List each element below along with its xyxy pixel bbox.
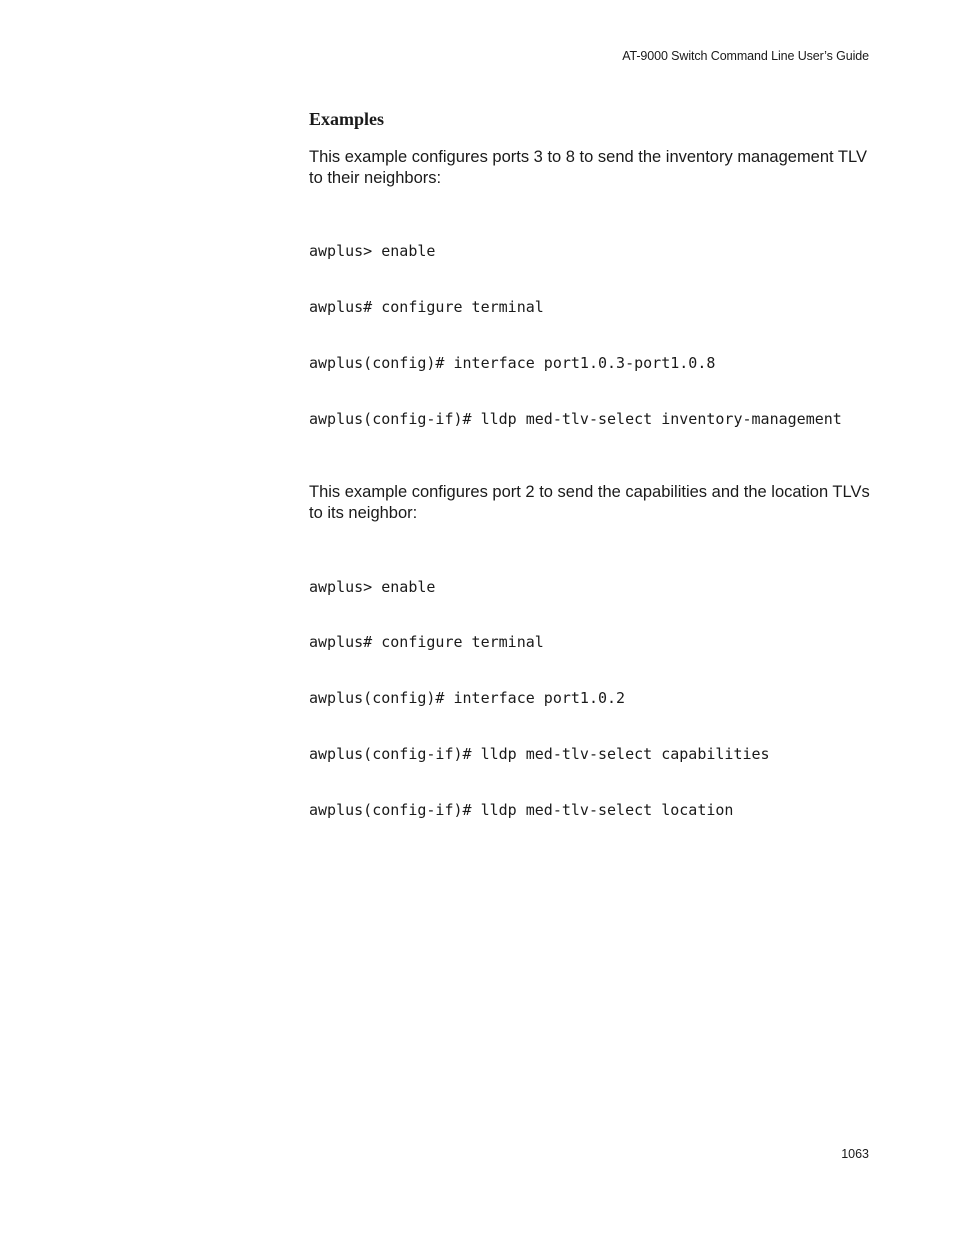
code-line: awplus(config-if)# lldp med-tlv-select location bbox=[309, 800, 734, 819]
page-content bbox=[309, 107, 879, 856]
example-2-code-block bbox=[309, 540, 879, 856]
code-line: awplus# configure terminal bbox=[309, 633, 544, 652]
code-line: awplus(config-if)# lldp med-tlv-select capabilities bbox=[309, 744, 770, 763]
code-line: awplus(config)# interface port1.0.2 bbox=[309, 689, 626, 708]
section-heading: Examples bbox=[309, 109, 385, 129]
page-number: 1063 bbox=[841, 1147, 869, 1161]
code-line: awplus(config)# interface port1.0.3-port1.0.8 bbox=[309, 353, 716, 372]
code-line: awplus(config-if)# lldp med-tlv-select inventory-management bbox=[309, 409, 842, 428]
code-line: awplus# configure terminal bbox=[309, 297, 544, 316]
example-2-description: This example configures port 2 to send the capabilities and the location TLVs to its neighbor: bbox=[309, 483, 870, 523]
example-1-description: This example configures ports 3 to 8 to send the inventory management TLV to their neighbors: bbox=[309, 148, 867, 187]
code-line: awplus> enable bbox=[309, 577, 436, 596]
example-1-code-block bbox=[309, 205, 879, 465]
running-header: AT-9000 Switch Command Line User’s Guide bbox=[622, 49, 869, 63]
code-line: awplus> enable bbox=[309, 242, 436, 261]
